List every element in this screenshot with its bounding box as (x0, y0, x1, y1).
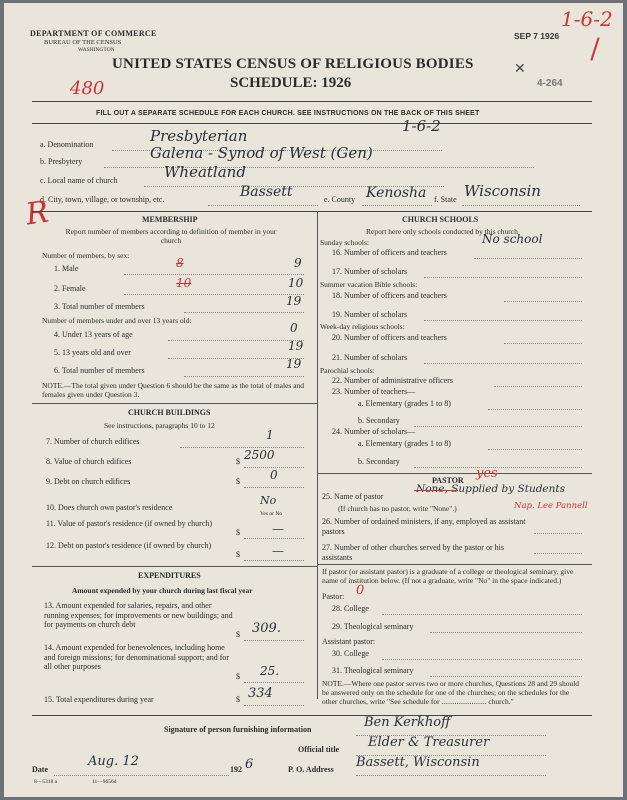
summer-label: Summer vacation Bible schools: (320, 280, 418, 289)
assistant-label: Assistant pastor: (322, 637, 376, 646)
bureau-label: BUREAU OF THE CENSUS (44, 39, 122, 46)
q30-label: 30. College (332, 649, 369, 658)
fill-line (356, 775, 546, 776)
signature-label: Signature of person furnishing information (164, 725, 312, 734)
red-check-mark (590, 37, 599, 60)
fill-line (362, 205, 432, 206)
dollar-sign: $ (236, 695, 240, 704)
q4-label: 4. Under 13 years of age (54, 330, 133, 339)
pastor-note: NOTE.—Where one pastor serves two or more churches, Questions 28 and 29 should be answered only on the schedule for one of the churches; on the schedules for the other churches, write "See schedule for ........................ church." (322, 679, 580, 706)
rule (317, 473, 592, 474)
denomination-label: a. Denomination (40, 140, 94, 149)
fill-line (534, 553, 582, 554)
city-label: WASHINGTON (78, 47, 115, 53)
q25-value: None, Supplied by Students (416, 483, 566, 495)
rule (32, 123, 592, 124)
code-mark: 1-6-2 (561, 7, 613, 31)
q31-label: 31. Theological seminary (332, 666, 414, 675)
buildings-sub: See instructions, paragraphs 10 to 12 (104, 421, 215, 430)
fill-line (124, 294, 304, 295)
sunday-label: Sunday schools: (320, 238, 369, 247)
dollar-sign: $ (236, 457, 240, 466)
fill-line (424, 363, 582, 364)
dollar-sign: $ (236, 550, 240, 559)
q15-label: 15. Total expenditures during year (44, 695, 154, 704)
x-mark: ✕ (514, 62, 526, 77)
po-address-label: P. O. Address (288, 765, 334, 774)
date-label: Date (32, 765, 48, 774)
weekday-label: Week-day religious schools: (320, 322, 405, 331)
pastor-title: PASTOR (432, 476, 464, 485)
rule (32, 211, 592, 212)
county-label: e. County (324, 195, 356, 204)
rule (32, 101, 592, 102)
department-label: DEPARTMENT OF COMMERCE (30, 29, 157, 38)
year-prefix: 192 (230, 765, 242, 774)
q8-label: 8. Value of church edifices (46, 457, 132, 466)
schedule-title: SCHEDULE: 1926 (230, 75, 352, 91)
received-date-stamp: SEP 7 1926 (514, 31, 560, 41)
local-name-label: c. Local name of church (40, 176, 118, 185)
presbytery-value: Galena - Synod of West (Gen) (150, 144, 373, 162)
schedule-number: 480 (70, 78, 105, 99)
q11-label: 11. Value of pastor's residence (if owned by church) (46, 519, 213, 528)
fill-line (494, 386, 582, 387)
q14-value: 25. (260, 664, 280, 678)
q23-label: 23. Number of teachers— (332, 387, 416, 396)
q25-label: 25. Name of pastor (322, 492, 384, 501)
fill-line (504, 343, 582, 344)
expenditures-sub: Amount expended by your church during last fiscal year (72, 586, 253, 595)
dollar-sign: $ (236, 477, 240, 486)
schools-title: CHURCH SCHOOLS (402, 215, 479, 224)
q12-value: — (272, 544, 284, 558)
q17-label: 17. Number of scholars (332, 267, 408, 276)
q19-label: 19. Number of scholars (332, 310, 408, 319)
fill-line (244, 682, 304, 683)
schools-sub: Report here only schools conducted by this church (366, 227, 518, 236)
fill-line (184, 376, 304, 377)
form-number: 8—5318 a (34, 779, 58, 785)
q25-extra-note: Nap. Lee Pannell (514, 501, 588, 511)
q18-label: 18. Number of officers and teachers (332, 291, 447, 300)
fill-line (184, 312, 304, 313)
q25-note: (If church has no pastor, write "None".) (338, 504, 457, 513)
fill-line (180, 447, 304, 448)
rule (32, 566, 317, 567)
fill-line (168, 358, 304, 359)
fill-line (168, 340, 304, 341)
fill-line (54, 775, 229, 776)
fill-line (488, 449, 582, 450)
fill-line (414, 467, 582, 468)
fill-line (244, 640, 304, 641)
q2-value: 10 (288, 276, 304, 290)
q24a-label: a. Elementary (grades 1 to 8) (358, 439, 451, 448)
signature-value: Ben Kerkhoff (364, 715, 451, 730)
q3-label: 3. Total number of members (54, 302, 145, 311)
q10-value: No (260, 494, 277, 507)
red-r-mark: R (23, 194, 51, 233)
parochial-label: Parochial schools: (320, 366, 375, 375)
q26-label: 26. Number of ordained ministers, if any, employed as assistant pastors (322, 517, 526, 536)
q23b-label: b. Secondary (358, 416, 400, 425)
form-title: UNITED STATES CENSUS OF RELIGIOUS BODIES (112, 56, 474, 72)
q1-crossed-value: 8 (176, 256, 184, 270)
fill-line (430, 676, 582, 677)
denomination-code: 1-6-2 (402, 117, 441, 135)
fill-line (244, 560, 304, 561)
q10-hint: Yes or No (260, 511, 283, 517)
q29-label: 29. Theological seminary (332, 622, 414, 631)
q5-label: 5. 13 years old and over (54, 348, 131, 357)
expenditures-title: EXPENDITURES (138, 571, 201, 580)
age-heading: Number of members under and over 13 years old: (42, 316, 192, 325)
county-value: Kenosha (366, 185, 427, 201)
q15-value: 334 (248, 686, 273, 701)
official-title-label: Official title (298, 745, 340, 754)
denomination-value: Presbyterian (150, 127, 248, 145)
q8-value: 2500 (244, 448, 275, 462)
print-number: 11—9656d (92, 779, 117, 785)
q9-label: 9. Debt on church edifices (46, 477, 131, 486)
city-value: Bassett (240, 184, 293, 200)
q13-value: 309. (252, 621, 281, 636)
q28-label: 28. College (332, 604, 369, 613)
fill-line (244, 487, 304, 488)
q7-value: 1 (266, 428, 274, 442)
po-address-value: Bassett, Wisconsin (356, 755, 480, 770)
q24-label: 24. Number of scholars— (332, 427, 416, 436)
year-suffix: 6 (245, 757, 254, 772)
q16-value: No school (482, 232, 543, 246)
membership-note: NOTE.—The total given under Question 6 should be the same as the total of males and females given under Question 3. (42, 381, 305, 400)
fill-line (462, 205, 580, 206)
pastor-label: Pastor: (322, 592, 345, 601)
city-town-label: d. City, town, village, or township, etc. (40, 195, 165, 204)
q12-label: 12. Debt on pastor's residence (if owned by church) (46, 541, 212, 550)
date-value: Aug. 12 (88, 754, 139, 769)
official-title-value: Elder & Treasurer (368, 735, 490, 750)
membership-title: MEMBERSHIP (142, 215, 198, 224)
yes-mark: yes (476, 466, 498, 481)
presbytery-label: b. Presbytery (40, 157, 83, 166)
q14-label: 14. Amount expended for benevolences, including home and foreign missions; for denominational support; and for all other purposes (44, 643, 230, 672)
fill-line (244, 538, 304, 539)
q11-value: — (272, 522, 284, 536)
q9-value: 0 (270, 468, 278, 482)
graduate-instructions: If pastor (or assistant pastor) is a graduate of a college or theological seminary, give name of institution below. (If not a graduate, write "No" in the space indicated.) (322, 567, 574, 586)
membership-intro: Report number of members according to definition of member in your church (65, 227, 277, 246)
q3-value: 19 (286, 294, 302, 308)
q5-value: 19 (288, 339, 304, 353)
census-schedule-page (4, 3, 623, 797)
fill-line (430, 632, 582, 633)
rule (32, 715, 592, 716)
red-strike (414, 490, 458, 491)
buildings-title: CHURCH BUILDINGS (128, 408, 211, 417)
q6-value: 19 (286, 357, 302, 371)
q21-label: 21. Number of scholars (332, 353, 408, 362)
fill-line (424, 277, 582, 278)
state-value: Wisconsin (464, 182, 541, 200)
q22-label: 22. Number of administrative officers (332, 376, 453, 385)
rule (32, 403, 317, 404)
local-name-value: Wheatland (164, 163, 246, 181)
fill-line (488, 409, 582, 410)
fill-line (382, 614, 582, 615)
q16-label: 16. Number of officers and teachers (332, 248, 447, 257)
q23a-label: a. Elementary (grades 1 to 8) (358, 399, 451, 408)
dollar-sign: $ (236, 672, 240, 681)
column-divider (317, 211, 318, 699)
q2-label: 2. Female (54, 284, 86, 293)
dollar-sign: $ (236, 528, 240, 537)
q2-crossed-value: 10 (176, 276, 192, 290)
fill-line (124, 274, 304, 275)
q10-label: 10. Does church own pastor's residence (46, 503, 173, 512)
fill-line (382, 659, 582, 660)
instructions-banner: FILL OUT A SEPARATE SCHEDULE FOR EACH CHURCH. SEE INSTRUCTIONS ON THE BACK OF THIS SHEET (96, 110, 480, 117)
q27-label: 27. Number of other churches served by the pastor or his assistants (322, 543, 504, 562)
pastor-value: 0 (356, 583, 365, 598)
q1-label: 1. Male (54, 264, 79, 273)
file-number-stamp: 4-264 (537, 78, 563, 89)
fill-line (534, 533, 582, 534)
by-sex-label: Number of members, by sex: (42, 251, 130, 260)
q20-label: 20. Number of officers and teachers (332, 333, 447, 342)
dollar-sign: $ (236, 630, 240, 639)
q13-label: 13. Amount expended for salaries, repairs, and other running expenses; for improvements or new buildings; and for payments on church debt (44, 601, 233, 630)
fill-line (208, 205, 318, 206)
q1-value: 9 (294, 256, 302, 270)
state-label: f. State (434, 195, 457, 204)
fill-line (244, 705, 304, 706)
fill-line (504, 301, 582, 302)
fill-line (474, 258, 582, 259)
q4-value: 0 (290, 321, 298, 335)
q24b-label: b. Secondary (358, 457, 400, 466)
q6-label: 6. Total number of members (54, 366, 145, 375)
fill-line (414, 426, 582, 427)
q7-label: 7. Number of church edifices (46, 437, 140, 446)
fill-line (424, 320, 582, 321)
rule (317, 564, 592, 565)
